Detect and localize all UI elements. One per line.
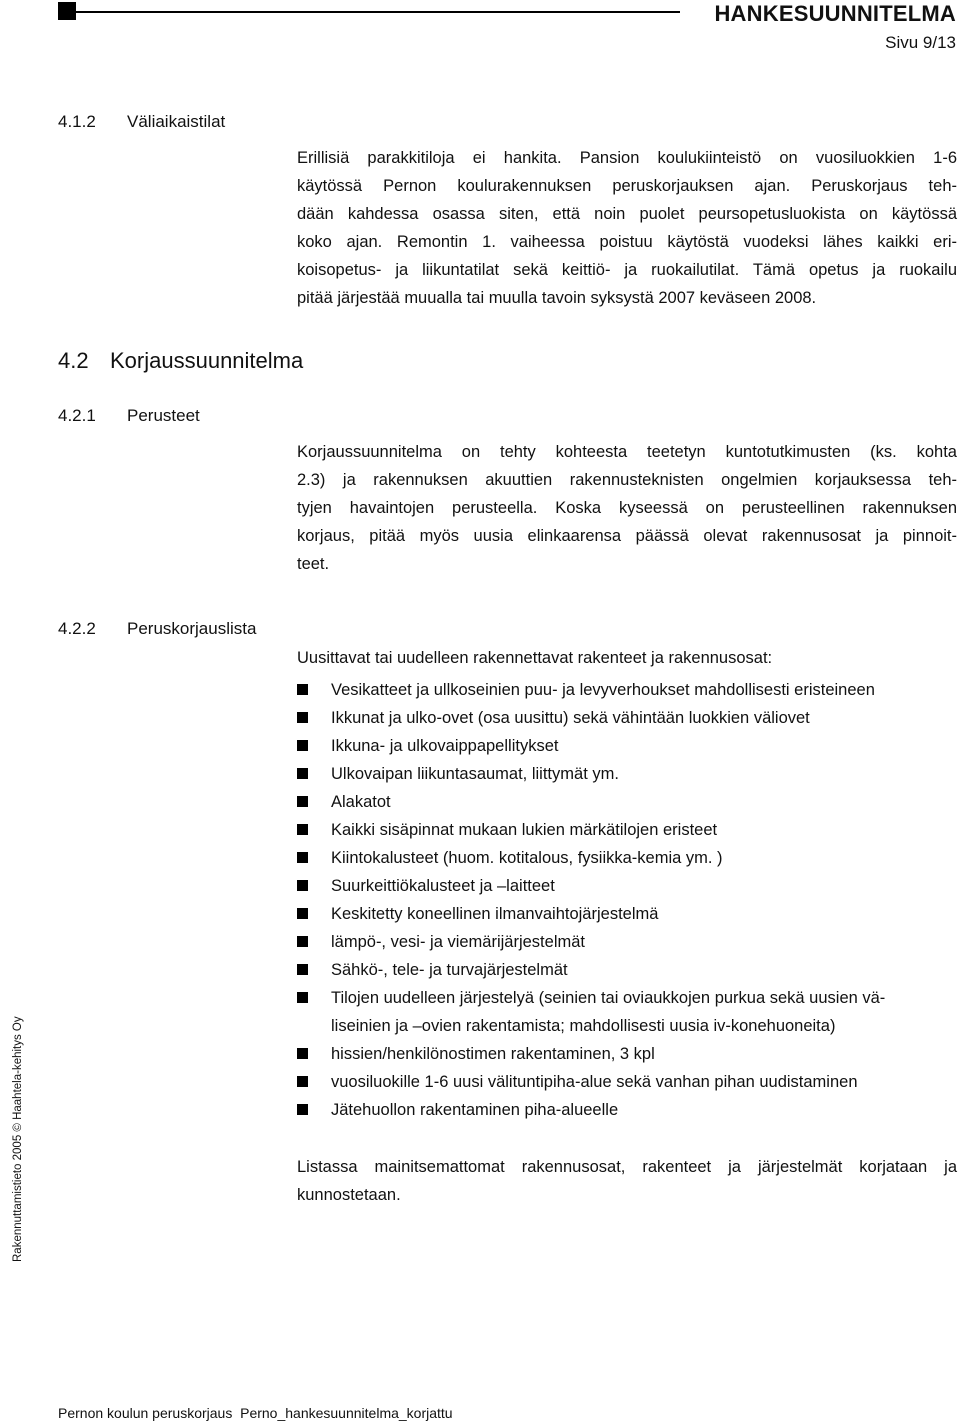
paragraph-line: Listassa mainitsemattomat rakennusosat, rakenteet ja järjestelmät korjataan ja xyxy=(297,1158,957,1176)
list-item xyxy=(297,844,957,872)
list-item xyxy=(297,704,957,732)
paragraph-line: tyjen havaintojen perusteella. Koska kyseessä on perusteellinen rakennuksen xyxy=(297,499,957,517)
paragraph-line: pitää järjestää muualla tai muulla tavoin syksystä 2007 keväseen 2008. xyxy=(297,289,817,307)
square-bullet-icon xyxy=(297,852,308,863)
footer-text: Pernon koulun peruskorjaus Perno_hankesuunnitelma_korjattu xyxy=(58,1405,453,1421)
renovation-list xyxy=(297,676,957,1124)
section-4-2-heading xyxy=(58,348,303,374)
list-item-continuation: liseinien ja –ovien rakentamista; mahdollisesti uusia iv-konehuoneita) xyxy=(331,1017,836,1035)
list-item-text: Vesikatteet ja ullkoseinien puu- ja levyverhoukset mahdollisesti eristeineen xyxy=(331,681,875,699)
square-bullet-icon xyxy=(297,936,308,947)
list-item-text: hissien/henkilönostimen rakentaminen, 3 kpl xyxy=(331,1045,655,1063)
list-item-text: vuosiluokille 1-6 uusi välituntipiha-alue sekä vanhan pihan uudistaminen xyxy=(331,1073,858,1091)
list-item-text: Tilojen uudelleen järjestelyä (seinien tai oviaukkojen purkua sekä uusien vä- xyxy=(331,989,886,1007)
list-item xyxy=(297,872,957,900)
list-item xyxy=(297,1068,957,1096)
square-bullet-icon xyxy=(297,1076,308,1087)
document-title: HANKESUUNNITELMA xyxy=(714,1,956,26)
square-bullet-icon xyxy=(297,1048,308,1059)
paragraph-line: koko ajan. Remontin 1. vaiheessa poistuu käytöstä vuodeksi lähes kaikki eri- xyxy=(297,233,957,251)
section-4-2-number: 4.2 xyxy=(58,348,89,373)
list-item-text: Ulkovaipan liikuntasaumat, liittymät ym. xyxy=(331,765,619,783)
square-bullet-icon xyxy=(297,768,308,779)
paragraph-line: dään kahdessa osassa siten, että noin puolet peursopetusluokista on käytössä xyxy=(297,205,957,223)
square-bullet-icon xyxy=(297,712,308,723)
section-4-2-title: Korjaussuunnitelma xyxy=(110,348,304,373)
section-4-1-2-title: Väliaikaistilat xyxy=(127,112,226,131)
list-item-text: lämpö-, vesi- ja viemärijärjestelmät xyxy=(331,933,585,951)
list-item-text: Suurkeittiökalusteet ja –laitteet xyxy=(331,877,555,895)
section-4-2-1-paragraph xyxy=(297,438,957,578)
list-item xyxy=(297,676,957,704)
square-bullet-icon xyxy=(297,796,308,807)
square-bullet-icon xyxy=(297,824,308,835)
section-4-2-1-number: 4.2.1 xyxy=(58,406,96,425)
list-item xyxy=(297,900,957,928)
list-item xyxy=(297,928,957,956)
paragraph-line: koisopetus- ja liikuntatilat sekä keittiö- ja ruokailutilat. Tämä opetus ja ruokailu xyxy=(297,261,957,279)
section-4-1-2-paragraph xyxy=(297,144,957,312)
paragraph-line: Korjaussuunnitelma on tehty kohteesta teetetyn kuntotutkimusten (ks. kohta xyxy=(297,443,957,461)
square-bullet-icon xyxy=(297,740,308,751)
section-4-2-1-title: Perusteet xyxy=(127,406,200,425)
list-intro: Uusittavat tai uudelleen rakennettavat rakenteet ja rakennusosat: xyxy=(297,649,773,667)
list-item xyxy=(297,788,957,816)
list-item xyxy=(297,956,957,984)
paragraph-line: Erillisiä parakkitiloja ei hankita. Pansion koulukiinteistö on vuosiluokkien 1-6 xyxy=(297,149,957,167)
list-item-text: Jätehuollon rakentaminen piha-alueelle xyxy=(331,1101,619,1119)
list-item-text: Kaikki sisäpinnat mukaan lukien märkätilojen eristeet xyxy=(331,821,718,839)
copyright-side-text: Rakennuttamistieto 2005 © Haahtela-kehitys Oy xyxy=(12,1016,24,1262)
paragraph-line: 2.3) ja rakennuksen akuuttien rakennusteknisten ongelmien korjauksessa teh- xyxy=(297,471,957,489)
list-item-text: Ikkuna- ja ulkovaippapellitykset xyxy=(331,737,559,755)
list-item xyxy=(297,1096,957,1124)
list-item-text: Kiintokalusteet (huom. kotitalous, fysiikka-kemia ym. ) xyxy=(331,849,723,867)
list-item-text: Ikkunat ja ulko-ovet (osa uusittu) sekä vähintään luokkien väliovet xyxy=(331,709,810,727)
section-4-1-2-number: 4.1.2 xyxy=(58,112,96,131)
square-bullet-icon xyxy=(297,992,308,1003)
header-rule xyxy=(76,11,680,13)
square-bullet-icon xyxy=(297,908,308,919)
square-bullet-icon xyxy=(297,880,308,891)
section-4-2-2-title: Peruskorjauslista xyxy=(127,619,257,638)
section-4-2-2-number: 4.2.2 xyxy=(58,619,96,638)
list-item xyxy=(297,1040,957,1068)
list-item xyxy=(297,984,957,1040)
list-item-text: Sähkö-, tele- ja turvajärjestelmät xyxy=(331,961,568,979)
paragraph-line: käytössä Pernon koulurakennuksen peruskorjauksen ajan. Peruskorjaus teh- xyxy=(297,177,957,195)
list-item xyxy=(297,760,957,788)
closing-paragraph xyxy=(297,1153,957,1209)
square-bullet-icon xyxy=(297,684,308,695)
square-bullet-icon xyxy=(297,1104,308,1115)
list-item-text: Keskitetty koneellinen ilmanvaihtojärjestelmä xyxy=(331,905,659,923)
paragraph-line: kunnostetaan. xyxy=(297,1186,401,1204)
list-item xyxy=(297,732,957,760)
square-bullet-icon xyxy=(297,964,308,975)
paragraph-line: korjaus, pitää myös uusia elinkaarensa päässä olevat rakennusosat ja pinnoit- xyxy=(297,527,957,545)
paragraph-line: teet. xyxy=(297,555,330,573)
page-number: Sivu 9/13 xyxy=(885,33,956,52)
header-square-mark xyxy=(58,2,76,20)
list-item-text: Alakatot xyxy=(331,793,391,811)
list-item xyxy=(297,816,957,844)
